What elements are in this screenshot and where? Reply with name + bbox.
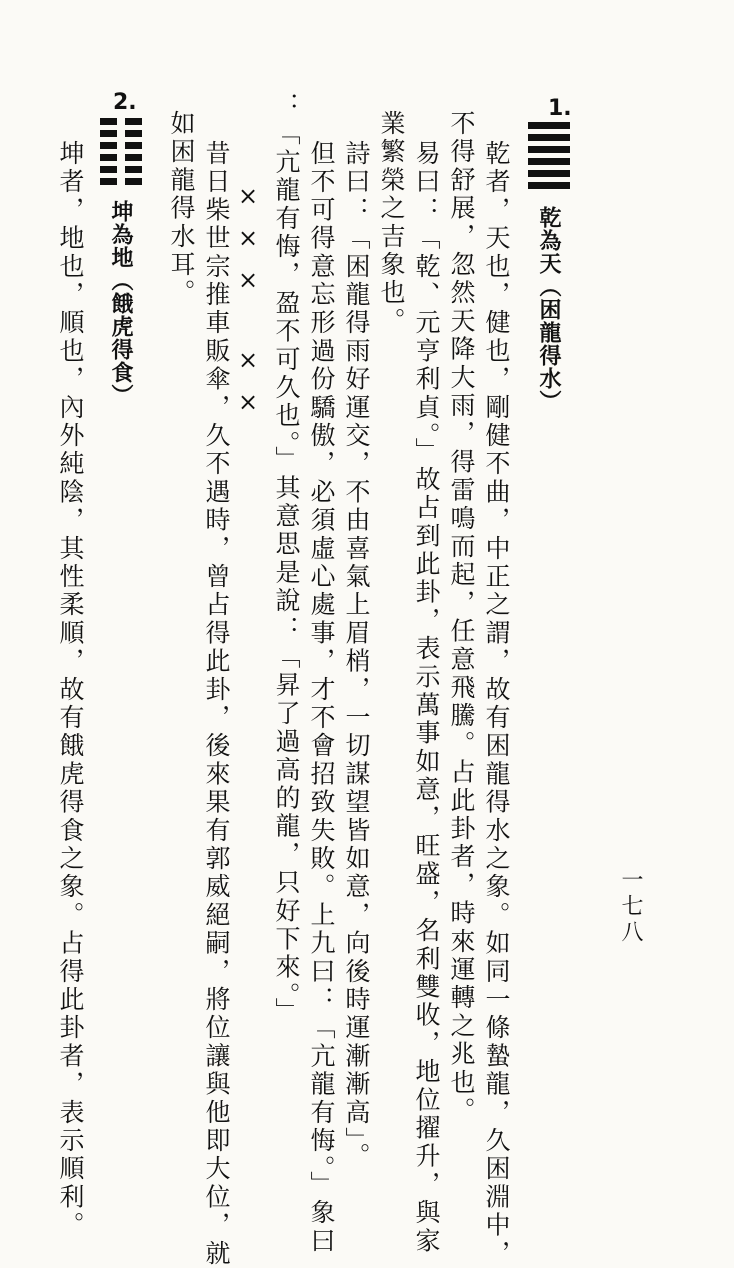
section-2-subtitle: （餓虎得食） xyxy=(108,269,134,407)
text-column: 詩曰：「困龍得雨好運交，不由喜氣上眉梢，一切謀望皆如意，向後時運漸漸高」。 xyxy=(342,140,371,1171)
section-2-number: 2. xyxy=(113,90,137,115)
text-column: 業繁榮之吉象也。 xyxy=(377,110,406,336)
text-column: 坤者，地也，順也，內外純陰，其性柔順，故有餓虎得食之象。占得此卦者，表示順利。 xyxy=(56,140,85,1240)
qian-hexagram-icon xyxy=(528,122,570,192)
text-column: 昔日柴世宗推車販傘，久不遇時，曾占得此卦，後來果有郭威絕嗣，將位讓與他即大位，就 xyxy=(202,140,231,1268)
text-column: 易曰：「乾、元亨利貞。」故占到此卦，表示萬事如意，旺盛，名利雙收，地位擢升，與家 xyxy=(412,140,441,1256)
separator-marks: ××× ×× xyxy=(234,182,262,430)
section-2-title xyxy=(110,200,132,407)
text-column: 如困龍得水耳。 xyxy=(167,110,196,308)
text-column: 乾者，天也，健也，剛健不曲，中正之謂，故有困龍得水之象。如同一條蟄龍，久困淵中， xyxy=(482,140,511,1268)
section-1-subtitle: （困龍得水） xyxy=(536,275,562,413)
page-number: 一七八 xyxy=(618,868,643,946)
section-1-hexagram-name: 乾為天 xyxy=(536,206,562,275)
section-1-title xyxy=(538,206,560,413)
text-column: 但不可得意忘形過份驕傲，必須虛心處事，才不會招致失敗。上九曰：「亢龍有悔。」象曰 xyxy=(307,140,336,1256)
text-column: ：「亢龍有悔，盈不可久也。」其意思是說：「昇了過高的龍，只好下來。」 xyxy=(272,92,301,1026)
text-column: 不得舒展，忽然天降大雨，得雷鳴而起，任意飛騰。占此卦者，時來運轉之兆也。 xyxy=(447,110,476,1126)
section-2-hexagram-name: 坤為地 xyxy=(108,200,134,269)
kun-hexagram-icon xyxy=(100,118,142,188)
section-1-number: 1. xyxy=(548,96,572,121)
